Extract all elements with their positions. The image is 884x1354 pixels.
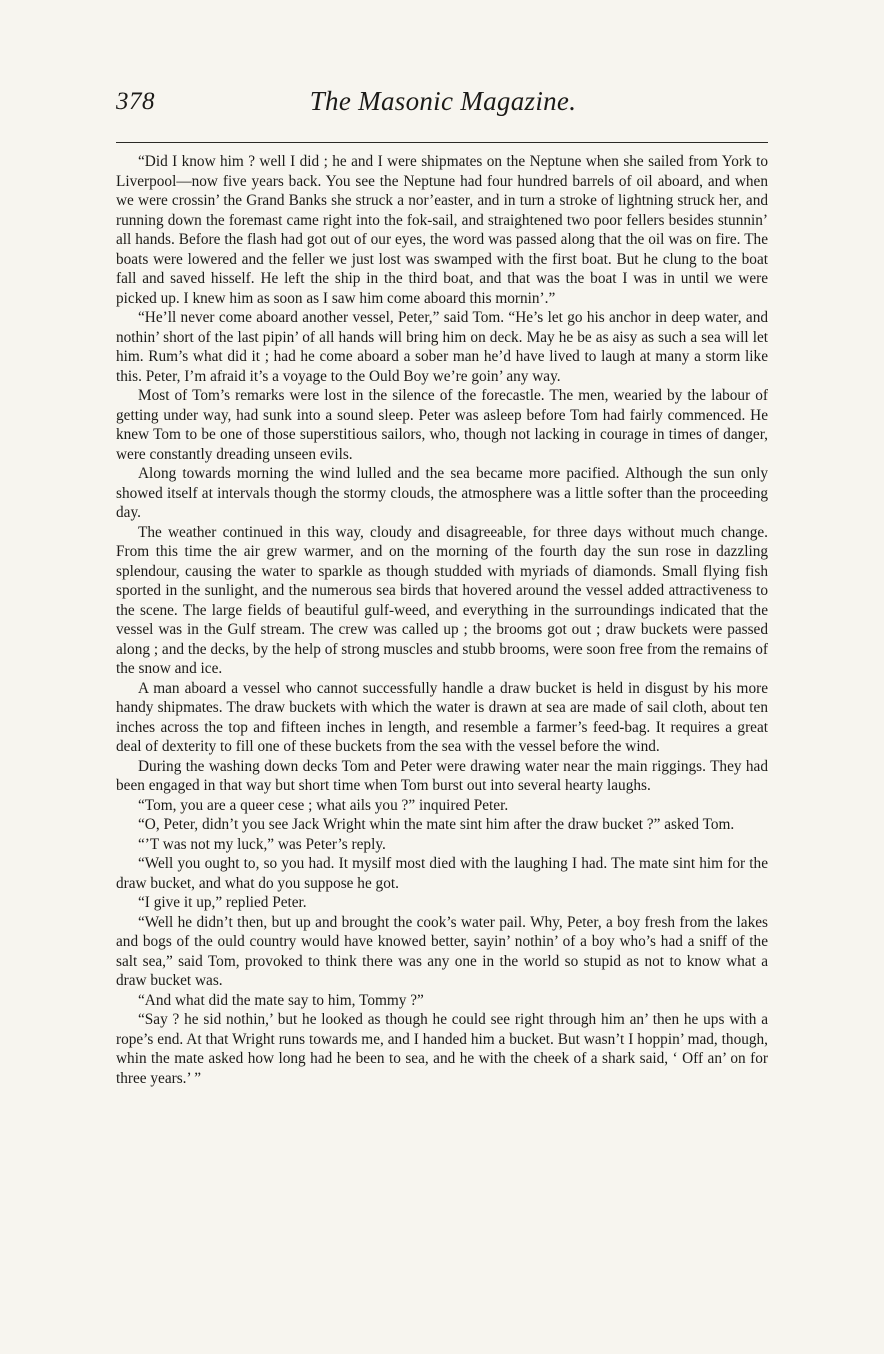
paragraph: “And what did the mate say to him, Tommy ?” [138,991,424,1009]
paragraph: A man aboard a vessel who cannot successfully handle a draw bucket is held in disgust by his more handy shipmates. The draw buckets with which the water is drawn at sea are made of sail cloth, about ten inches across the top and fifteen inches in length, and resemble a farmer’s feed-bag. It requires a great deal of dexterity to fill one of these buckets from the sea with the vessel before the wind. [116,679,768,755]
paragraph: “I give it up,” replied Peter. [138,894,307,911]
paragraph: “Well he didn’t then, but up and brought the cook’s water pail. Why, Peter, a boy fresh from the lakes and bogs of the ould country would have knowed better, sayin’ nothin’ of a boy who’s had a sniff of the salt sea,” said Tom, provoked to think there was any one in the world so stupid as not to know what a draw bucket was. [116,913,768,989]
paragraph: “O, Peter, didn’t you see Jack Wright whin the mate sint him after the draw bucket ?” asked Tom. [138,816,735,833]
header-rule [116,142,768,143]
page-number: 378 [116,88,155,115]
paragraph: Along towards morning the wind lulled and the sea became more pacified. Although the sun only showed itself at intervals though the stormy clouds, the atmosphere was a little softer than the proceeding day. [116,465,768,521]
paragraph: “Did I know him ? well I did ; he and I were shipmates on the Neptune when she sailed from York to Liverpool—now five years back. You see the Neptune had four hundred barrels of oil aboard, and when we were crossin’ the Grand Banks she struck a nor’easter, and in turn a stroke of lightning struck her, and running down the foremast came right into the fok-sail, and straightened two poor fellers besides stunnin’ all hands. Before the flash had got out of our eyes, the word was passed along that the oil was on fire. The boats were lowered and the feller we just lost was swamped with the first boat. But he clung to the boat fall and saved hisself. He left the ship in the third boat, and that was the boat I was in until we were picked up. I knew him as soon as I saw him come aboard this mornin’.” [116,153,768,307]
paragraph: “’T was not my luck,” was Peter’s reply. [138,835,386,853]
paragraph: During the washing down decks Tom and Peter were drawing water near the main riggings. They had been engaged in that way but short time when Tom burst out into several hearty laughs. [116,757,768,794]
paragraph: “Tom, you are a queer cese ; what ails you ?” inquired Peter. [138,796,509,814]
page-header [116,88,770,128]
paragraph: “Say ? he sid nothin,’ but he looked as though he could see right through him an’ then he ups with a rope’s end. At that Wright runs towards me, and I handed him a bucket. But wasn’t I hoppin’ mad, though, whin the mate asked how long had he been to sea, and he with the cheek of a shark said, ‘ Off an’ on for three years.’ ” [116,1011,768,1087]
paragraph: Most of Tom’s remarks were lost in the silence of the forecastle. The men, wearied by the labour of getting under way, had sunk into a sound sleep. Peter was asleep before Tom had fairly commenced. He knew Tom to be one of those superstitious sailors, who, though not lacking in courage in times of danger, were constantly dreading unseen evils. [116,387,768,463]
paragraph: “He’ll never come aboard another vessel, Peter,” said Tom. “He’s let go his anchor in deep water, and nothin’ short of the last pipin’ of all hands will bring him on deck. May he be as aisy as such a sea will let him. Rum’s what did it ; had he come aboard a sober man he’d have lived to laugh at many a storm like this. Peter, I’m afraid it’s a voyage to the Ould Boy we’re goin’ any way. [116,309,768,385]
paragraph: The weather continued in this way, cloudy and disagreeable, for three days without much change. From this time the air grew warmer, and on the morning of the fourth day the sun rose in dazzling splendour, causing the water to sparkle as though studded with myriads of diamonds. Small flying fish sported in the sunlight, and the numerous sea birds that hovered around the vessel added attractiveness to the scene. The large fields of beautiful gulf-weed, and everything in the surroundings indicated that the vessel was in the Gulf stream. The crew was called up ; the brooms got out ; draw buckets were passed along ; and the decks, by the help of strong muscles and stubb brooms, were soon free from the remains of the snow and ice. [116,523,768,677]
paragraph: “Well you ought to, so you had. It mysilf most died with the laughing I had. The mate sint him for the draw bucket, and what do you suppose he got. [116,855,768,892]
article-body [116,152,768,1088]
running-title: The Masonic Magazine. [309,86,577,116]
